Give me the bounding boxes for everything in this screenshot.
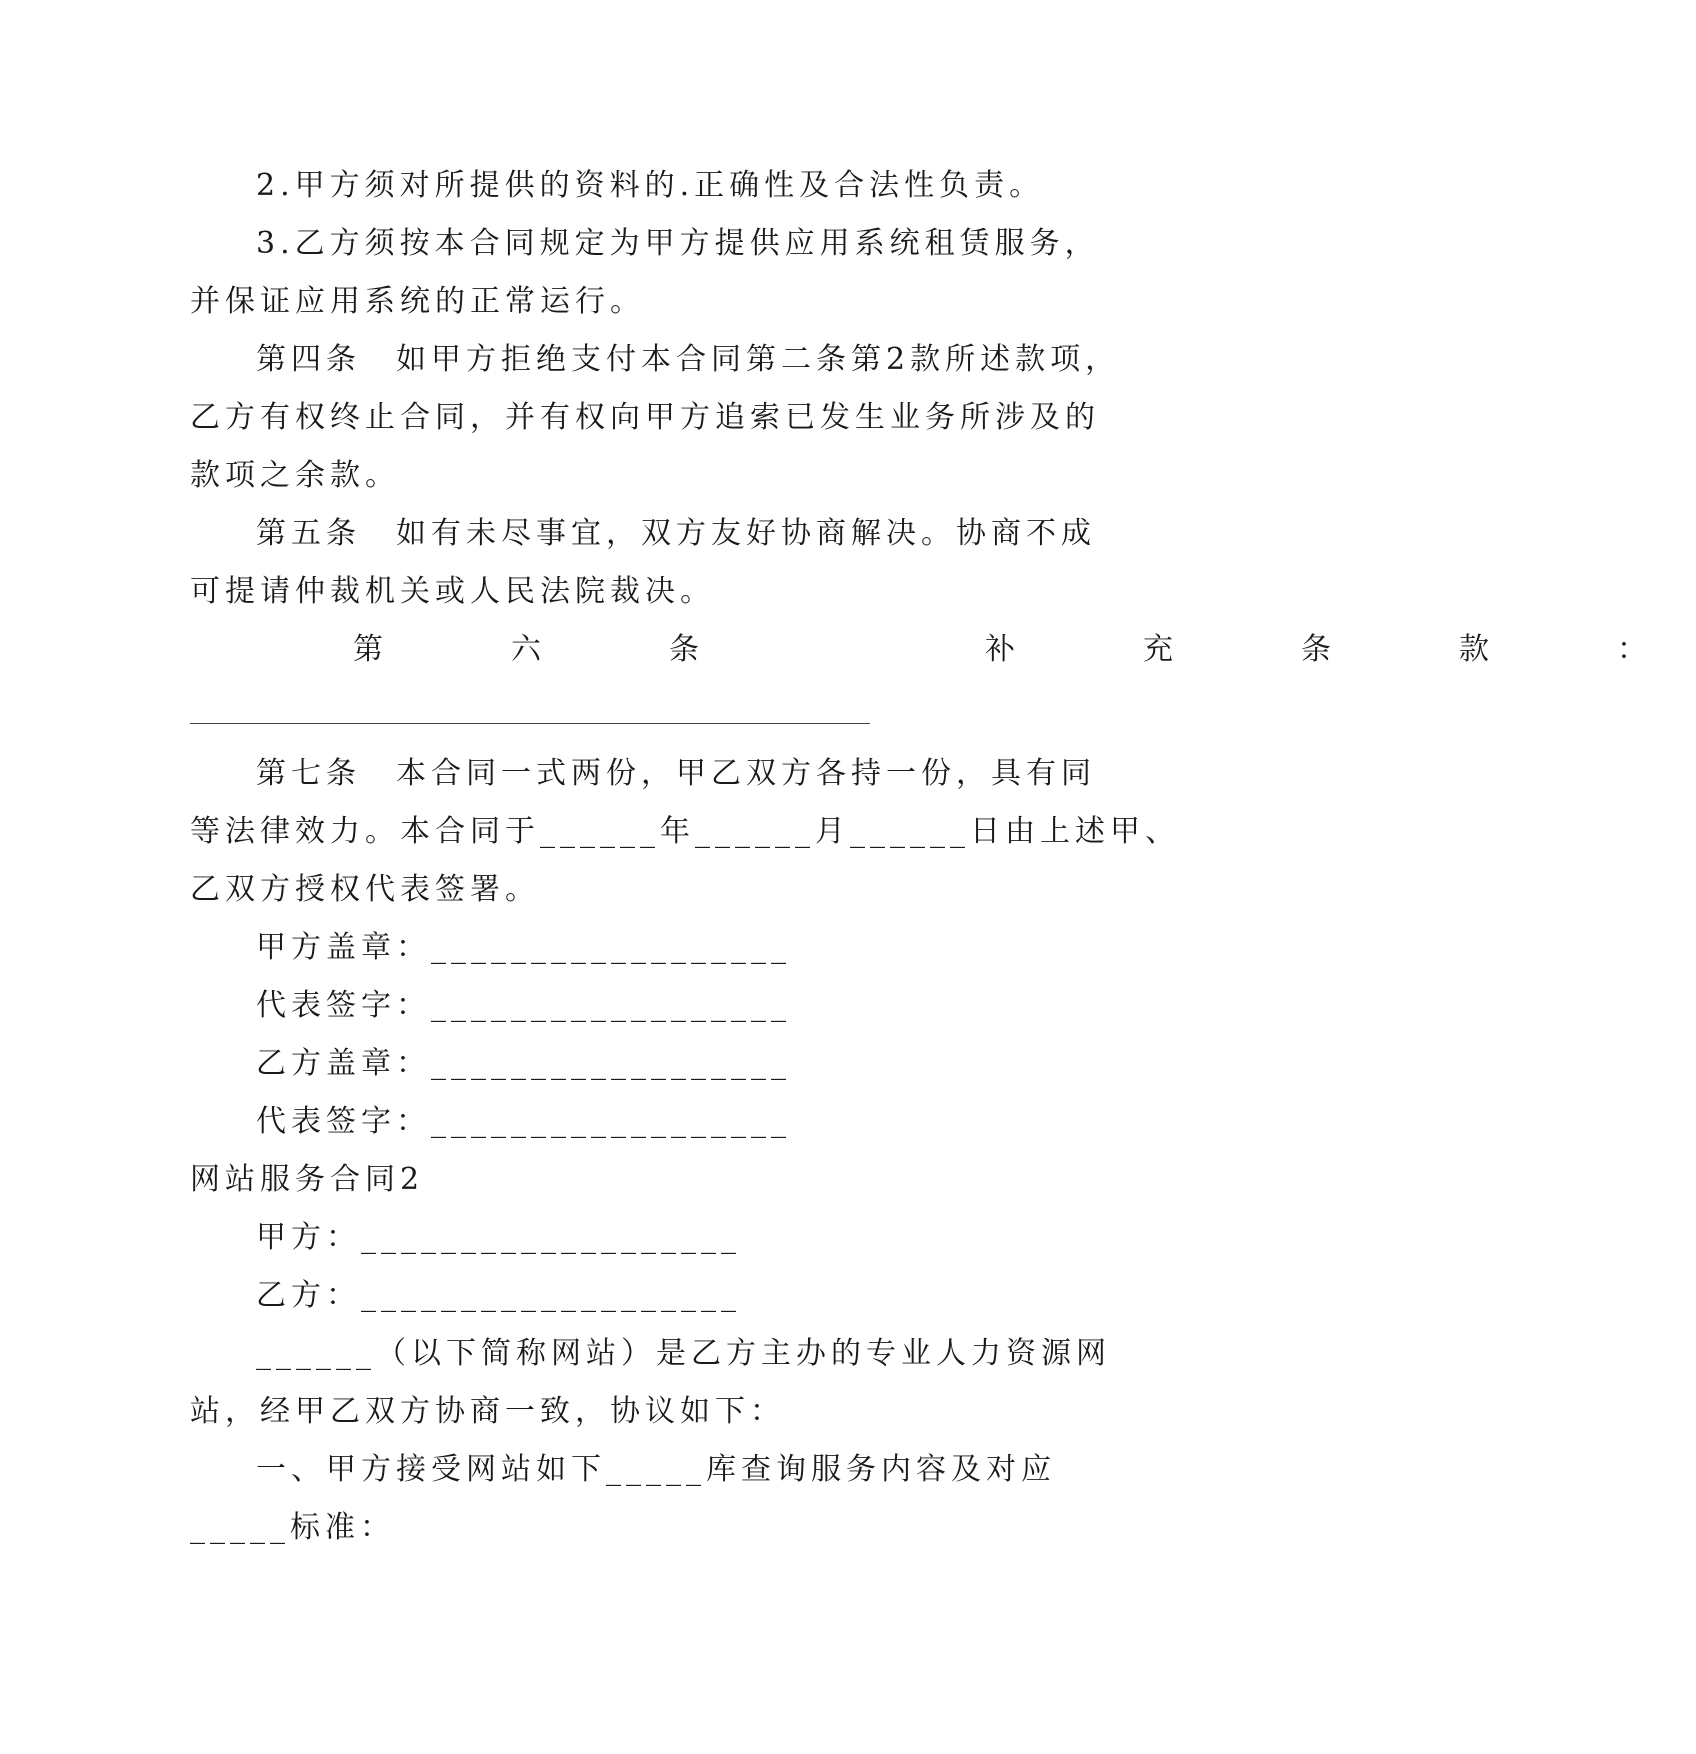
party-field: 乙方：___________________ (256, 1278, 741, 1313)
clause-line: _____标准： (190, 1510, 395, 1545)
clause-line: 等法律效力。本合同于______年______月______日由上述甲、 (190, 814, 1180, 849)
clause-line: 3.乙方须按本合同规定为甲方提供应用系统租赁服务， (256, 226, 1100, 261)
supplementary-clause-heading: 第 六 条 补 充 条 款 ： (353, 632, 1696, 667)
clause-line: ______（以下简称网站）是乙方主办的专业人力资源网 (256, 1336, 1111, 1371)
signature-field: 乙方盖章：__________________ (256, 1046, 791, 1081)
signature-field: 代表签字：__________________ (256, 988, 791, 1023)
clause-line: 乙方有权终止合同，并有权向甲方追索已发生业务所涉及的 (190, 400, 1100, 435)
clause-line: 站，经甲乙双方协商一致，协议如下： (190, 1394, 785, 1429)
blank-underline (190, 723, 870, 724)
clause-line: 可提请仲裁机关或人民法院裁决。 (190, 574, 715, 609)
clause-line: 乙双方授权代表签署。 (190, 872, 540, 907)
section-title: 网站服务合同2 (190, 1162, 425, 1197)
clause-line: 第七条 本合同一式两份，甲乙双方各持一份，具有同 (256, 756, 1096, 791)
clause-line: 2.甲方须对所提供的资料的.正确性及合法性负责。 (256, 168, 1045, 203)
party-field: 甲方：___________________ (256, 1220, 741, 1255)
signature-field: 代表签字：__________________ (256, 1104, 791, 1139)
clause-line: 第五条 如有未尽事宜，双方友好协商解决。协商不成 (256, 516, 1096, 551)
clause-line: 并保证应用系统的正常运行。 (190, 284, 645, 319)
clause-line: 一、甲方接受网站如下_____库查询服务内容及对应 (256, 1452, 1056, 1487)
clause-line: 第四条 如甲方拒绝支付本合同第二条第2款所述款项， (256, 342, 1121, 377)
signature-field: 甲方盖章：__________________ (256, 930, 791, 965)
clause-line: 款项之余款。 (190, 458, 400, 493)
